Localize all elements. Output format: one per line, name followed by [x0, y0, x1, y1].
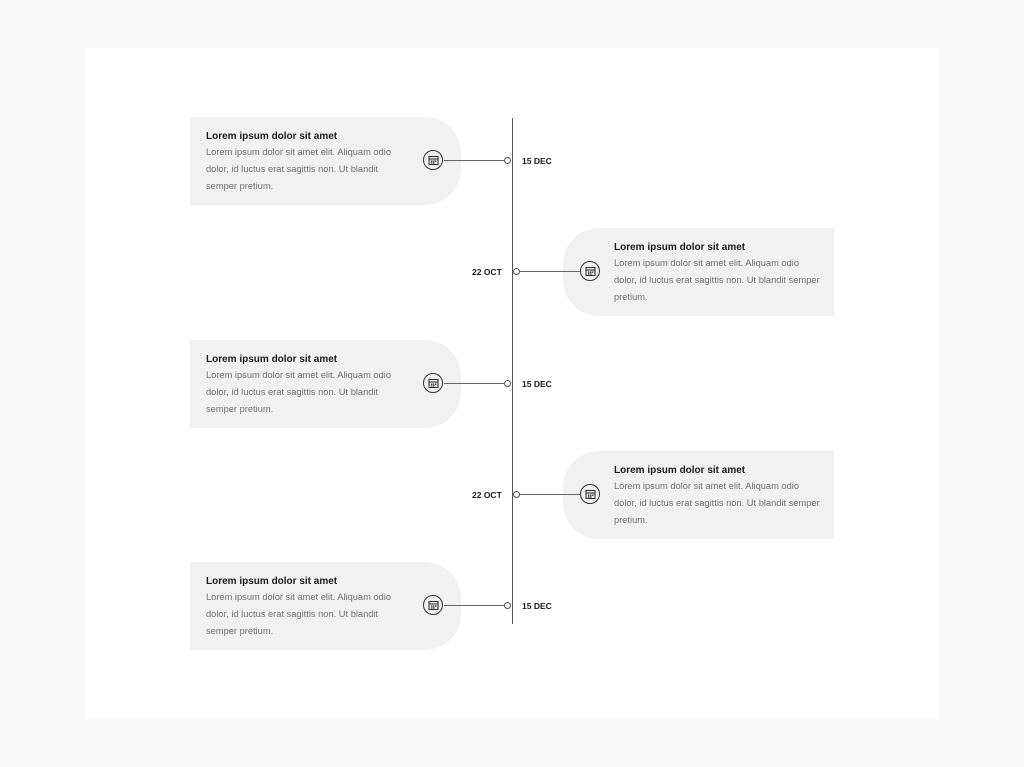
timeline-node: [513, 491, 520, 498]
card-body: Lorem ipsum dolor sit amet elit. Aliquam odio dolor, id luctus erat sagittis non. Ut blandit semper pretium.: [614, 481, 820, 525]
connector-line: [444, 605, 506, 606]
calendar-icon: [423, 373, 443, 393]
calendar-icon: [580, 261, 600, 281]
timeline-card: [190, 562, 461, 650]
card-title: Lorem ipsum dolor sit amet: [206, 131, 338, 142]
timeline-axis: [512, 118, 513, 624]
timeline-card: [190, 340, 461, 428]
card-title: Lorem ipsum dolor sit amet: [614, 242, 746, 253]
date-label: 15 DEC: [522, 156, 552, 166]
card-body: Lorem ipsum dolor sit amet elit. Aliquam odio dolor, id luctus erat sagittis non. Ut blandit semper pretium.: [206, 592, 391, 636]
timeline-node: [504, 157, 511, 164]
timeline-node: [504, 602, 511, 609]
card-title: Lorem ipsum dolor sit amet: [206, 576, 338, 587]
connector-line: [444, 160, 506, 161]
date-label: 15 DEC: [522, 601, 552, 611]
calendar-icon: [423, 595, 443, 615]
date-label: 22 OCT: [472, 490, 502, 500]
date-label: 22 OCT: [472, 267, 502, 277]
connector-line: [444, 383, 506, 384]
connector-line: [518, 494, 580, 495]
timeline-card: [190, 117, 461, 205]
timeline-node: [504, 380, 511, 387]
timeline-card: [563, 451, 834, 539]
timeline-node: [513, 268, 520, 275]
connector-line: [518, 271, 580, 272]
date-label: 15 DEC: [522, 379, 552, 389]
timeline-card: [563, 228, 834, 316]
card-body: Lorem ipsum dolor sit amet elit. Aliquam odio dolor, id luctus erat sagittis non. Ut blandit semper pretium.: [614, 258, 820, 302]
card-title: Lorem ipsum dolor sit amet: [206, 354, 338, 365]
calendar-icon: [580, 484, 600, 504]
card-body: Lorem ipsum dolor sit amet elit. Aliquam odio dolor, id luctus erat sagittis non. Ut blandit semper pretium.: [206, 370, 391, 414]
card-body: Lorem ipsum dolor sit amet elit. Aliquam odio dolor, id luctus erat sagittis non. Ut blandit semper pretium.: [206, 147, 391, 191]
calendar-icon: [423, 150, 443, 170]
card-title: Lorem ipsum dolor sit amet: [614, 465, 746, 476]
